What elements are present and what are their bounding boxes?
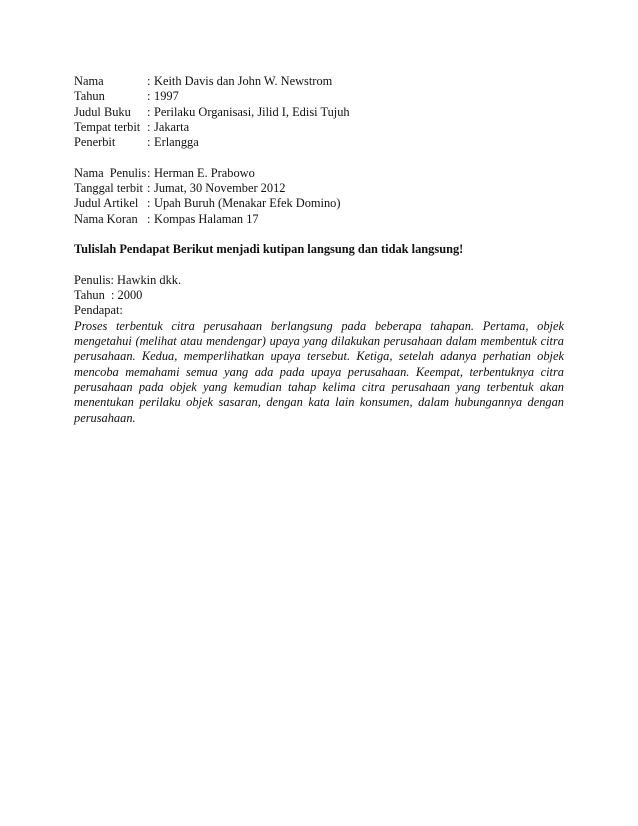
field-label: Nama Penulis xyxy=(74,165,147,180)
field-separator: : xyxy=(147,165,151,180)
field-label: Tempat terbit xyxy=(74,119,141,134)
field-separator: : xyxy=(147,196,151,211)
book-row-tempat-terbit xyxy=(74,120,564,135)
tahun-line xyxy=(74,288,564,303)
book-info xyxy=(74,74,564,150)
colon: : xyxy=(104,288,118,303)
article-info xyxy=(74,166,564,227)
document-page xyxy=(74,74,564,426)
field-separator: : xyxy=(147,74,151,88)
penulis-line xyxy=(74,273,564,288)
field-separator: : xyxy=(147,211,151,226)
book-row-penerbit xyxy=(74,135,564,150)
field-label: Nama Koran xyxy=(74,211,138,226)
field-value: Herman E. Prabowo xyxy=(154,165,255,180)
field-label: Judul Artikel xyxy=(74,196,139,211)
field-separator: : xyxy=(147,135,151,150)
field-value: Jumat, 30 November 2012 xyxy=(154,181,286,196)
field-separator: : xyxy=(147,89,151,104)
article-row-nama-koran xyxy=(74,212,564,227)
field-label: Tanggal terbit xyxy=(74,181,143,196)
field-label: Nama xyxy=(74,74,104,88)
penulis-label: Penulis xyxy=(74,272,111,287)
tahun-value: 2000 xyxy=(117,288,143,303)
book-row-tahun xyxy=(74,89,564,104)
field-value: Perilaku Organisasi, Jilid I, Edisi Tujuh xyxy=(154,104,350,119)
book-row-judul-buku xyxy=(74,105,564,120)
field-separator: : xyxy=(147,181,151,196)
spacer xyxy=(74,258,564,273)
book-row-nama xyxy=(74,74,564,89)
field-value: Upah Buruh (Menakar Efek Domino) xyxy=(154,196,341,211)
field-value: Erlangga xyxy=(154,135,199,150)
field-value: Jakarta xyxy=(154,119,190,134)
opinion-quote: Proses terbentuk citra perusahaan berlangsung pada beberapa tahapan. Pertama, objek mengetahui (melihat atau mendengar) upaya yang dilakukan perusahaan dalam membentuk citra perusahaan. Kedua, memperlihatkan upaya tersebut. Ketiga, setelah adanya perhatian objek mencoba memahami semua yang ada pada upaya perusahaan. Keempat, terbentuknya citra perusahaan pada objek yang kemudian tahap kelima citra perusahaan yang terbentuk akan menentukan perilaku objek sasaran, dengan kata lain konsumen, dalam hubungannya dengan perusahaan. xyxy=(74,318,564,425)
field-value: Kompas Halaman 17 xyxy=(154,211,259,226)
field-separator: : xyxy=(147,119,151,134)
instruction-heading: Tulislah Pendapat Berikut menjadi kutipan langsung dan tidak langsung! xyxy=(74,242,464,257)
field-label: Judul Buku xyxy=(74,104,131,119)
field-value: Keith Davis dan John W. Newstrom xyxy=(154,74,333,88)
penulis-value: Hawkin dkk. xyxy=(117,272,182,287)
colon: : xyxy=(110,272,118,287)
spacer xyxy=(74,227,564,242)
tahun-label: Tahun xyxy=(74,288,105,303)
field-label: Penerbit xyxy=(74,135,116,150)
article-row-tanggal-terbit xyxy=(74,181,564,196)
spacer xyxy=(74,150,564,165)
field-separator: : xyxy=(147,104,151,119)
field-value: 1997 xyxy=(154,89,179,104)
article-row-judul-artikel xyxy=(74,196,564,211)
field-label: Tahun xyxy=(74,89,105,104)
pendapat-label: Pendapat: xyxy=(74,303,123,318)
article-row-nama-penulis xyxy=(74,166,564,181)
